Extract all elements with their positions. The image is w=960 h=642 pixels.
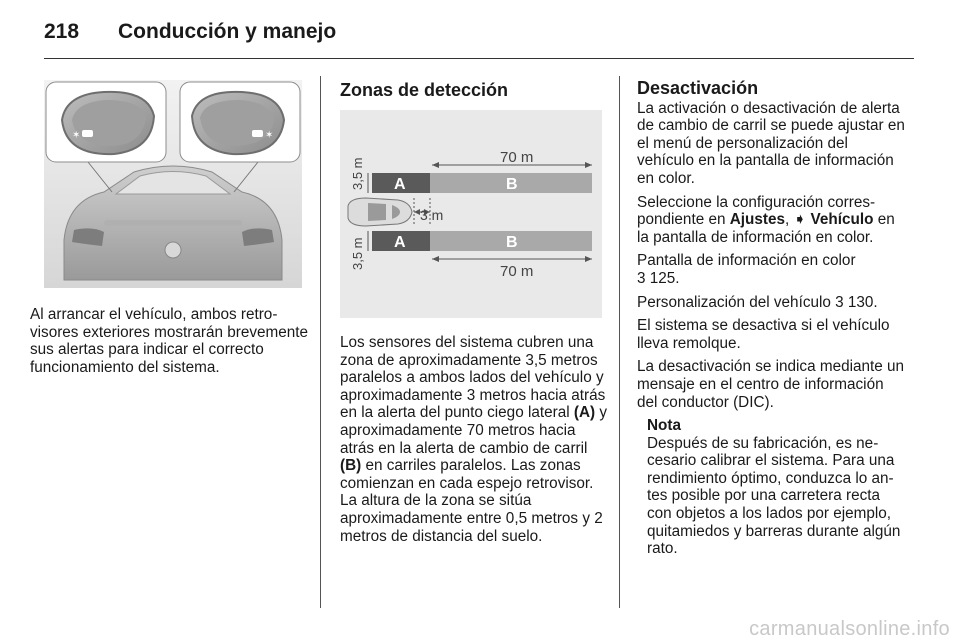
mirror-alert-illustration — [44, 80, 302, 288]
deactivation-paragraph-3 — [637, 252, 905, 287]
menu-arrow-icon: ➧ — [793, 211, 807, 229]
zone-a-bottom-label: A — [394, 234, 406, 251]
zone-a-top-label: A — [394, 176, 406, 193]
menu-vehiculo: Vehículo — [806, 211, 874, 229]
detection-zones-diagram — [340, 110, 602, 318]
deactivation-heading: Desactivación — [637, 78, 759, 98]
note-text: Después de su fabricación, es necesario calibrar el sistema. Para una rendimiento óptimo, conduzca lo antes posible por una carretera recta con objetos a los lados por ejemplo, quitamiedos y barreras durante algún rato. — [647, 434, 901, 558]
deactivation-paragraph-1: La activación o desactivación de alerta de cambio de carril se puede ajustar en el menú de personalización del vehículo en la pantalla de información en color. — [637, 99, 905, 187]
intro-paragraph: Al arrancar el vehículo, ambos retrovisores exteriores mostrarán brevemente sus alertas para indicar el correcto funcionamiento del sistema. — [30, 306, 309, 376]
p2-sep: , — [784, 211, 794, 229]
p2-text-b: en la pantalla de información en color. — [637, 211, 895, 246]
distance-label-top: 70 m — [500, 149, 534, 166]
detection-text-2: y aproximadamente 70 metros hacia atrás en la alerta de cambio de carril — [340, 404, 608, 457]
p4-text: Personalización del vehículo — [637, 293, 836, 311]
zone-b-bottom-label: B — [506, 234, 518, 251]
svg-text:✶: ✶ — [72, 130, 81, 141]
page-number: 218 — [44, 20, 80, 43]
svg-text:✶: ✶ — [265, 130, 274, 141]
width-label-top: 3,5 m — [350, 157, 365, 190]
page-ref-130: 3 130. — [835, 293, 878, 311]
p3-text: Pantalla de información en color — [637, 252, 856, 270]
zone-b-top-label: B — [506, 176, 518, 193]
note-block — [637, 417, 905, 558]
detection-text-1: Los sensores del sistema cubren una zona de aproximadamente 3,5 metros paralelos a ambos lados del vehículo y aproximadamente 3 metros hacia atrás en la alerta del punto ciego lateral — [340, 334, 606, 422]
column-2-heading-block — [340, 82, 608, 102]
p2-text-a: Seleccione la configuración correspondiente en — [637, 193, 876, 229]
car-rear-mirrors-image — [44, 80, 302, 288]
deactivation-paragraph-5: El sistema se desactiva si el vehículo lleva remolque. — [637, 317, 890, 352]
page-ref-125: 3 125. — [637, 269, 680, 287]
detection-zones-heading: Zonas de detección — [340, 80, 509, 100]
column-1 — [30, 306, 312, 382]
page-header — [44, 12, 914, 58]
zone-b-ref: (B) — [340, 457, 362, 475]
column-divider-1 — [320, 76, 321, 608]
distance-label-bottom: 70 m — [500, 263, 534, 280]
column-3 — [637, 80, 905, 558]
deactivation-paragraph-4 — [637, 294, 905, 312]
note-title: Nota — [647, 417, 681, 435]
header-divider — [44, 58, 914, 59]
deactivation-paragraph-6: La desactivación se indica mediante un mensaje en el centro de información del conductor (DIC). — [637, 358, 905, 411]
detection-text-3: en carriles paralelos. Las zonas comienzan en cada espejo retrovisor. La altura de la zona se sitúa aproximadamente entre 0,5 metros y 2 metros de distancia del suelo. — [340, 457, 603, 545]
zone-a-ref: (A) — [573, 404, 596, 422]
column-divider-2 — [619, 76, 620, 608]
watermark: carmanualsonline.info — [749, 618, 950, 640]
detection-zones-paragraph — [340, 334, 608, 545]
width-label-bottom: 3,5 m — [350, 237, 365, 270]
deactivation-paragraph-2 — [637, 194, 905, 247]
column-2-body — [340, 334, 608, 551]
distance-label-side: 3 m — [420, 207, 444, 223]
section-title: Conducción y manejo — [118, 20, 337, 43]
menu-ajustes: Ajustes — [729, 211, 785, 229]
car-top-view-icon — [348, 198, 412, 226]
